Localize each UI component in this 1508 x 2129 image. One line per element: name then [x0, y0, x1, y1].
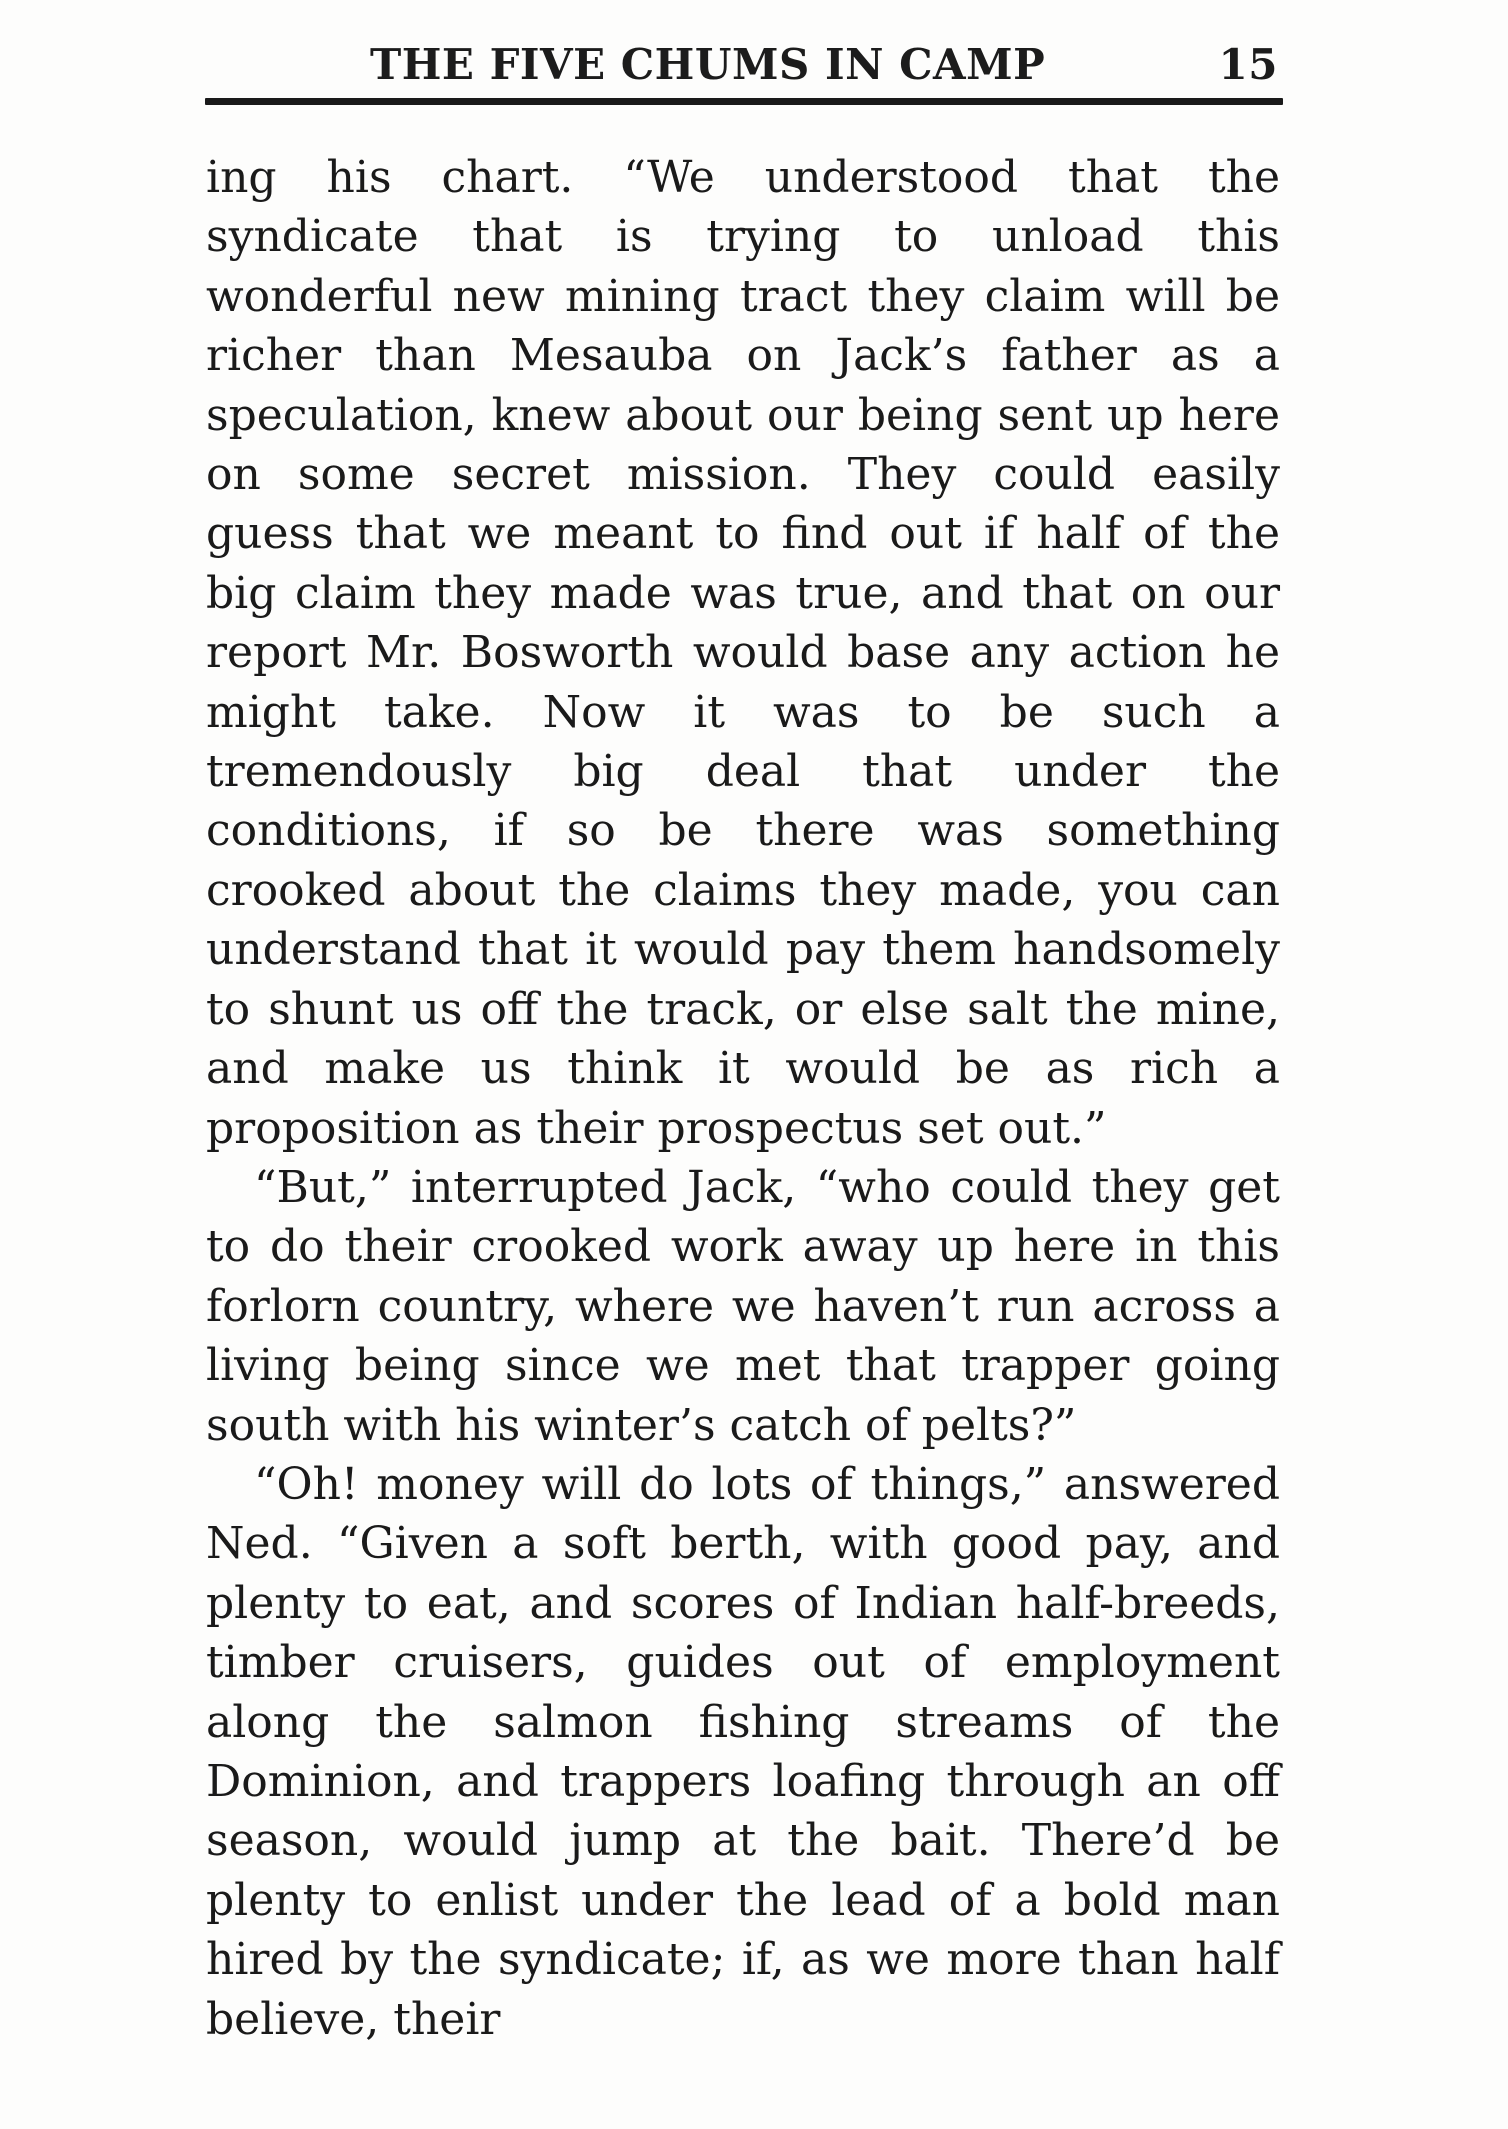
- paragraph-continued: ing his chart. “We understood that the syndicate that is trying to unload this wonderful new mining tract they claim will be richer than Mesauba on Jack’s father as a speculation, knew about our being sent up here on some secret mission. They could easily guess that we meant to find out if half of the big claim they made was true, and that on our report Mr. Bosworth would base any action he might take. Now it was to be such a tremendously big deal that under the conditions, if so be there was something crooked about the claims they made, you can understand that it would pay them handsomely to shunt us off the track, or else salt the mine, and make us think it would be as rich a proposition as their prospectus set out.”: [206, 152, 1280, 1154]
- paragraph-jack-question: “But,” interrupted Jack, “who could they get to do their crooked work away up here in this forlorn country, where we haven’t run across a living being since we met that trapper going south with his winter’s catch of pelts?”: [206, 1161, 1280, 1451]
- running-title: THE FIVE CHUMS IN CAMP: [370, 40, 1046, 89]
- paragraph-ned-answer: “Oh! money will do lots of things,” answered Ned. “Given a soft berth, with good pay, and plenty to eat, and scores of Indian half-breeds, timber cruisers, guides out of employment along the salmon fishing streams of the Dominion, and trappers loafing through an off season, would jump at the bait. There’d be plenty to enlist under the lead of a bold man hired by the syndicate; if, as we more than half believe, their: [206, 1458, 1280, 2045]
- running-head: [205, 40, 1280, 100]
- header-rule: [205, 98, 1283, 105]
- body-text: [206, 148, 1280, 2049]
- page-number: 15: [1218, 40, 1278, 89]
